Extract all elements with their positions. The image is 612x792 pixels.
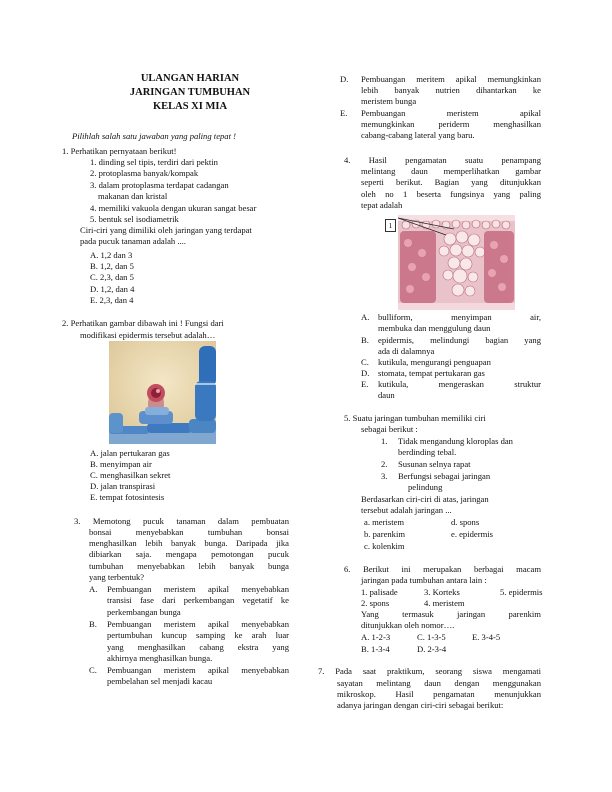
q3-option-d-text[interactable]: meristem bunga <box>361 96 417 106</box>
q3-option-b-text[interactable]: akhirnya menghasilkan bunga. <box>107 653 213 663</box>
q5-trait-text: Berfungsi sebagai jaringan <box>398 471 491 481</box>
q7-stem: sayatan melintang daun dengan menggunakan <box>337 678 541 688</box>
q1-question: Ciri-ciri yang dimiliki oleh jaringan yang terdapat <box>80 225 252 235</box>
q5-trait-number: 2. <box>381 459 388 469</box>
q3-option-e-text[interactable]: cabang-cabang lateral yang baru. <box>361 130 475 140</box>
q3-option-letter[interactable]: B. <box>89 619 97 629</box>
q5-trait-text: Tidak mengandung kloroplas dan <box>398 436 513 446</box>
q4-stem: 4. Hasil pengamatan suatu penampang <box>344 155 541 165</box>
q4-stem: tepat adalah <box>361 200 403 210</box>
q3-stem: 3. Memotong pucuk tanaman dalam pembuatan <box>74 516 289 526</box>
q2-option-e[interactable]: E. tempat fotosintesis <box>90 492 165 502</box>
q3-option-e-text[interactable]: memungkinkan periderm menghasilkan <box>361 119 541 129</box>
q6-option-d[interactable]: D. 2-3-4 <box>417 644 447 654</box>
q3-option-d-text[interactable]: lebih banyak nutrien dihantarkan ke <box>361 85 541 95</box>
q1-option-a[interactable]: A. 1,2 dan 3 <box>90 250 133 260</box>
q1-option-b[interactable]: B. 1,2, dan 5 <box>90 261 134 271</box>
glandular-trichome-micrograph <box>109 341 216 444</box>
q1-statement: 5. bentuk sel isodiametrik <box>90 214 179 224</box>
q3-option-a-text[interactable]: Pembuangan meristem apikal menyebabkan <box>107 584 289 594</box>
q4-option-e-text[interactable]: daun <box>378 390 395 400</box>
q3-option-b-text[interactable]: Pembuangan meristem apikal menyebabkan <box>107 619 289 629</box>
q6-item: 3. Korteks <box>424 587 460 597</box>
q6-option-c[interactable]: C. 1-3-5 <box>417 632 446 642</box>
q7-stem: 7. Pada saat praktikum, seorang siswa mengamati <box>318 666 541 676</box>
q7-stem: adanya jaringan dengan ciri-ciri sebagai berikut: <box>337 700 504 710</box>
q4-option-d-text[interactable]: stomata, tempat pertukaran gas <box>378 368 485 378</box>
q2-option-b[interactable]: B. menyimpan air <box>90 459 152 469</box>
q1-stem: 1. Perhatikan pernyataan berikut! <box>62 146 177 156</box>
q1-statement: 1. dinding sel tipis, terdiri dari pektin <box>90 157 218 167</box>
q4-option-a-text[interactable]: membuka dan menggulung daun <box>378 323 491 333</box>
q4-stem: melintang daun memperlihatkan gambar <box>361 166 541 176</box>
q4-stem: seperti berikut. Bagian yang ditunjukkan <box>361 177 541 187</box>
q5-option-d[interactable]: d. spons <box>451 517 480 527</box>
leaf-cross-section-micrograph <box>398 215 515 310</box>
q5-stem: sebagai berikut : <box>361 424 418 434</box>
q5-option-e[interactable]: e. epidermis <box>451 529 493 539</box>
q2-option-d[interactable]: D. jalan transpirasi <box>90 481 156 491</box>
leaf-label-box <box>385 219 396 232</box>
leaf-label-number: 1 <box>388 221 393 230</box>
micrograph-svg <box>109 341 216 444</box>
q6-item: 2. spons <box>361 598 390 608</box>
title-line-3: KELAS XI MIA <box>152 101 228 112</box>
q5-trait-number: 3. <box>381 471 388 481</box>
q5-trait-text: Susunan selnya rapat <box>398 459 471 469</box>
q3-option-letter[interactable]: A. <box>89 584 98 594</box>
q3-stem: yang terbentuk? <box>89 572 145 582</box>
q1-statement: makanan dan kristal <box>98 191 168 201</box>
q4-option-letter[interactable]: B. <box>361 335 369 345</box>
q3-option-e-text[interactable]: Pembuangan meristem apikal <box>361 108 541 118</box>
q3-stem: tumbuhan menyebabkan lebih banyak bunga <box>89 561 289 571</box>
q1-statement: 4. memiliki vakuola dengan ukuran sangat besar <box>90 203 257 213</box>
q3-stem: bonsai menyebabkan tumbuhan bonsai <box>89 527 289 537</box>
q6-stem: jaringan pada tumbuhan antara lain : <box>361 575 487 585</box>
q6-item: 5. epidermis <box>500 587 543 597</box>
q5-option-a[interactable]: a. meristem <box>364 517 405 527</box>
q1-option-e[interactable]: E. 2,3, dan 4 <box>90 295 134 305</box>
q6-option-a[interactable]: A. 1-2-3 <box>361 632 391 642</box>
q3-option-letter[interactable]: D. <box>340 74 349 84</box>
q6-question: ditunjukkan oleh nomor…. <box>361 620 455 630</box>
leaf-svg <box>398 215 515 310</box>
q2-option-c[interactable]: C. menghasilkan sekret <box>90 470 171 480</box>
q4-option-e-text[interactable]: kutikula, mengeraskan struktur <box>378 379 541 389</box>
q6-question: Yang termasuk jaringan parenkim <box>361 609 541 619</box>
q3-option-d-text[interactable]: Pembuangan meritem apikal memungkinkan <box>361 74 541 84</box>
q5-trait-number: 1. <box>381 436 388 446</box>
q3-option-b-text[interactable]: pertumbuhan kuncup samping ke arah luar <box>107 630 289 640</box>
q4-option-letter[interactable]: E. <box>361 379 369 389</box>
instruction-text: Pilihlah salah satu jawaban yang paling tepat ! <box>72 131 236 141</box>
q1-statement: 3. dalam protoplasma terdapat cadangan <box>90 180 229 190</box>
q4-option-letter[interactable]: D. <box>361 368 370 378</box>
q1-question: pada pucuk tanaman adalah .... <box>80 236 186 246</box>
q5-question: Berdasarkan ciri-ciri di atas, jaringan <box>361 494 489 504</box>
q5-option-b[interactable]: b. parenkim <box>364 529 406 539</box>
title-line-1: ULANGAN HARIAN <box>140 73 240 84</box>
q3-option-a-text[interactable]: transisi fase dari perkembangan vegetatif ke <box>107 595 289 605</box>
q1-option-d[interactable]: D. 1,2, dan 4 <box>90 284 135 294</box>
q4-stem: oleh no 1 beserta fungsinya yang paling <box>361 189 541 199</box>
q5-stem: 5. Suatu jaringan tumbuhan memiliki ciri <box>344 413 486 423</box>
title-line-2: JARINGAN TUMBUHAN <box>129 87 251 98</box>
q1-statement: 2. protoplasma banyak/kompak <box>90 168 199 178</box>
q4-option-b-text[interactable]: ada di dalamnya <box>378 346 435 356</box>
q3-stem: dibiarkan saja. mengapa pemotongan pucuk <box>89 549 289 559</box>
q5-trait-text: pelindung <box>408 482 443 492</box>
q3-option-a-text[interactable]: perkembangan bunga <box>107 607 181 617</box>
q3-option-letter[interactable]: E. <box>340 108 348 118</box>
q5-trait-text: berdinding tebal. <box>398 447 457 457</box>
q3-option-letter[interactable]: C. <box>89 665 97 675</box>
q4-option-letter[interactable]: C. <box>361 357 369 367</box>
q3-option-c-text[interactable]: Pembuangan meristem apikal menyebabkan <box>107 665 289 675</box>
q3-stem: menghasilkan lebih banyak bunga. Daripada jika <box>89 538 289 548</box>
q6-option-e[interactable]: E. 3-4-5 <box>472 632 501 642</box>
q4-option-letter[interactable]: A. <box>361 312 370 322</box>
q3-option-c-text[interactable]: pembelahan sel menjadi kacau <box>107 676 213 686</box>
q4-option-b-text[interactable]: epidermis, melindungi bagian yang <box>378 335 541 345</box>
q7-stem: mikroskop. Hasil pengamatan menunjukkan <box>337 689 541 699</box>
q5-option-c[interactable]: c. kolenkim <box>364 541 405 551</box>
q2-stem: modifikasi epidermis tersebut adalah… <box>80 330 216 340</box>
q4-option-a-text[interactable]: bulliform, menyimpan air, <box>378 312 541 322</box>
q1-option-c[interactable]: C. 2,3, dan 5 <box>90 272 134 282</box>
q3-option-b-text[interactable]: yang menghasilkan cabang ekstra yang <box>107 642 289 652</box>
q5-question: tersebut adalah jaringan ... <box>361 505 452 515</box>
q6-option-b[interactable]: B. 1-3-4 <box>361 644 390 654</box>
q2-option-a[interactable]: A. jalan pertukaran gas <box>90 448 170 458</box>
q6-stem: 6. Berikut ini merupakan berbagai macam <box>344 564 541 574</box>
q4-option-c-text[interactable]: kutikula, mengurangi penguapan <box>378 357 491 367</box>
q6-item: 4. meristem <box>424 598 465 608</box>
q6-item: 1. palisade <box>361 587 398 597</box>
q2-stem: 2. Perhatikan gambar dibawah ini ! Fungsi dari <box>62 318 224 328</box>
